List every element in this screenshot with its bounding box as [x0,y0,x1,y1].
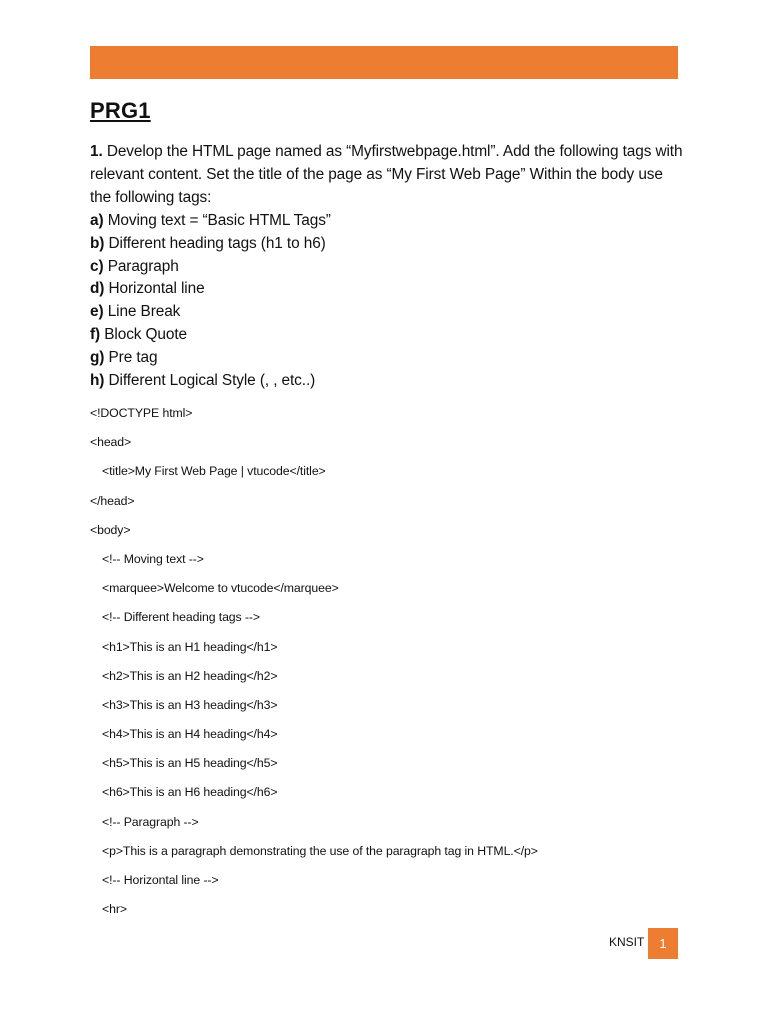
code-line: <h2>This is an H2 heading</h2> [102,668,278,683]
task-description [90,141,685,393]
task-item-text: Pre tag [108,349,158,367]
task-item-text: Line Break [107,303,181,321]
task-number: 1. [90,143,103,160]
code-line: <!-- Horizontal line --> [102,873,219,887]
task-item [90,370,685,393]
task-item [90,301,685,324]
code-line: <!-- Moving text --> [102,551,204,566]
task-item-marker: b) [90,234,105,252]
code-line: <h6>This is an H6 heading</h6> [102,785,278,800]
task-item-marker: f) [90,326,101,344]
task-item-text: Different Logical Style (, , etc..) [108,372,316,390]
code-line: <!DOCTYPE html> [90,406,193,420]
code-line: <marquee>Welcome to vtucode</marquee> [102,581,339,596]
code-line: <h3>This is an H3 heading</h3> [102,697,278,712]
task-item [90,347,685,370]
code-line: <h4>This is an H4 heading</h4> [102,727,278,742]
code-line: <body> [90,522,131,537]
code-listing [90,402,690,927]
code-line: <h1>This is an H1 heading</h1> [102,639,278,654]
task-item-marker: c) [90,257,104,275]
footer-label: KNSIT [609,935,645,949]
task-item-marker: e) [90,303,104,321]
task-item [90,233,685,256]
task-item-marker: d) [90,280,105,298]
page-title: PRG1 [90,98,151,123]
code-line: <p>This is a paragraph demonstrating the use of the paragraph tag in HTML.</p> [102,843,538,858]
task-item [90,278,685,301]
task-text: Develop the HTML page named as “Myfirstwebpage.html”. Add the following tags with relevant content. Set the title of the page as “My First Web Page” Within the body use the following tags: [90,143,683,206]
task-item-text: Block Quote [104,326,187,344]
header-accent-bar [90,46,678,79]
task-item [90,210,685,233]
task-item-text: Different heading tags (h1 to h6) [108,234,326,252]
code-line: <hr> [102,902,127,917]
task-item-marker: g) [90,349,105,367]
task-item-text: Horizontal line [108,280,205,298]
task-item-marker: a) [90,211,104,229]
task-item-text: Moving text = “Basic HTML Tags” [107,211,331,229]
task-item [90,324,685,347]
task-item-marker: h) [90,372,105,390]
page-number-badge: 1 [648,928,678,959]
code-line: <!-- Paragraph --> [102,814,199,829]
task-intro [90,141,685,210]
task-item [90,256,685,279]
task-item-text: Paragraph [107,257,179,275]
code-line: <head> [90,435,132,450]
code-line: </head> [90,493,135,508]
code-line: <title>My First Web Page | vtucode</title> [102,464,326,479]
code-line: <h5>This is an H5 heading</h5> [102,756,278,771]
code-line: <!-- Different heading tags --> [102,610,260,625]
